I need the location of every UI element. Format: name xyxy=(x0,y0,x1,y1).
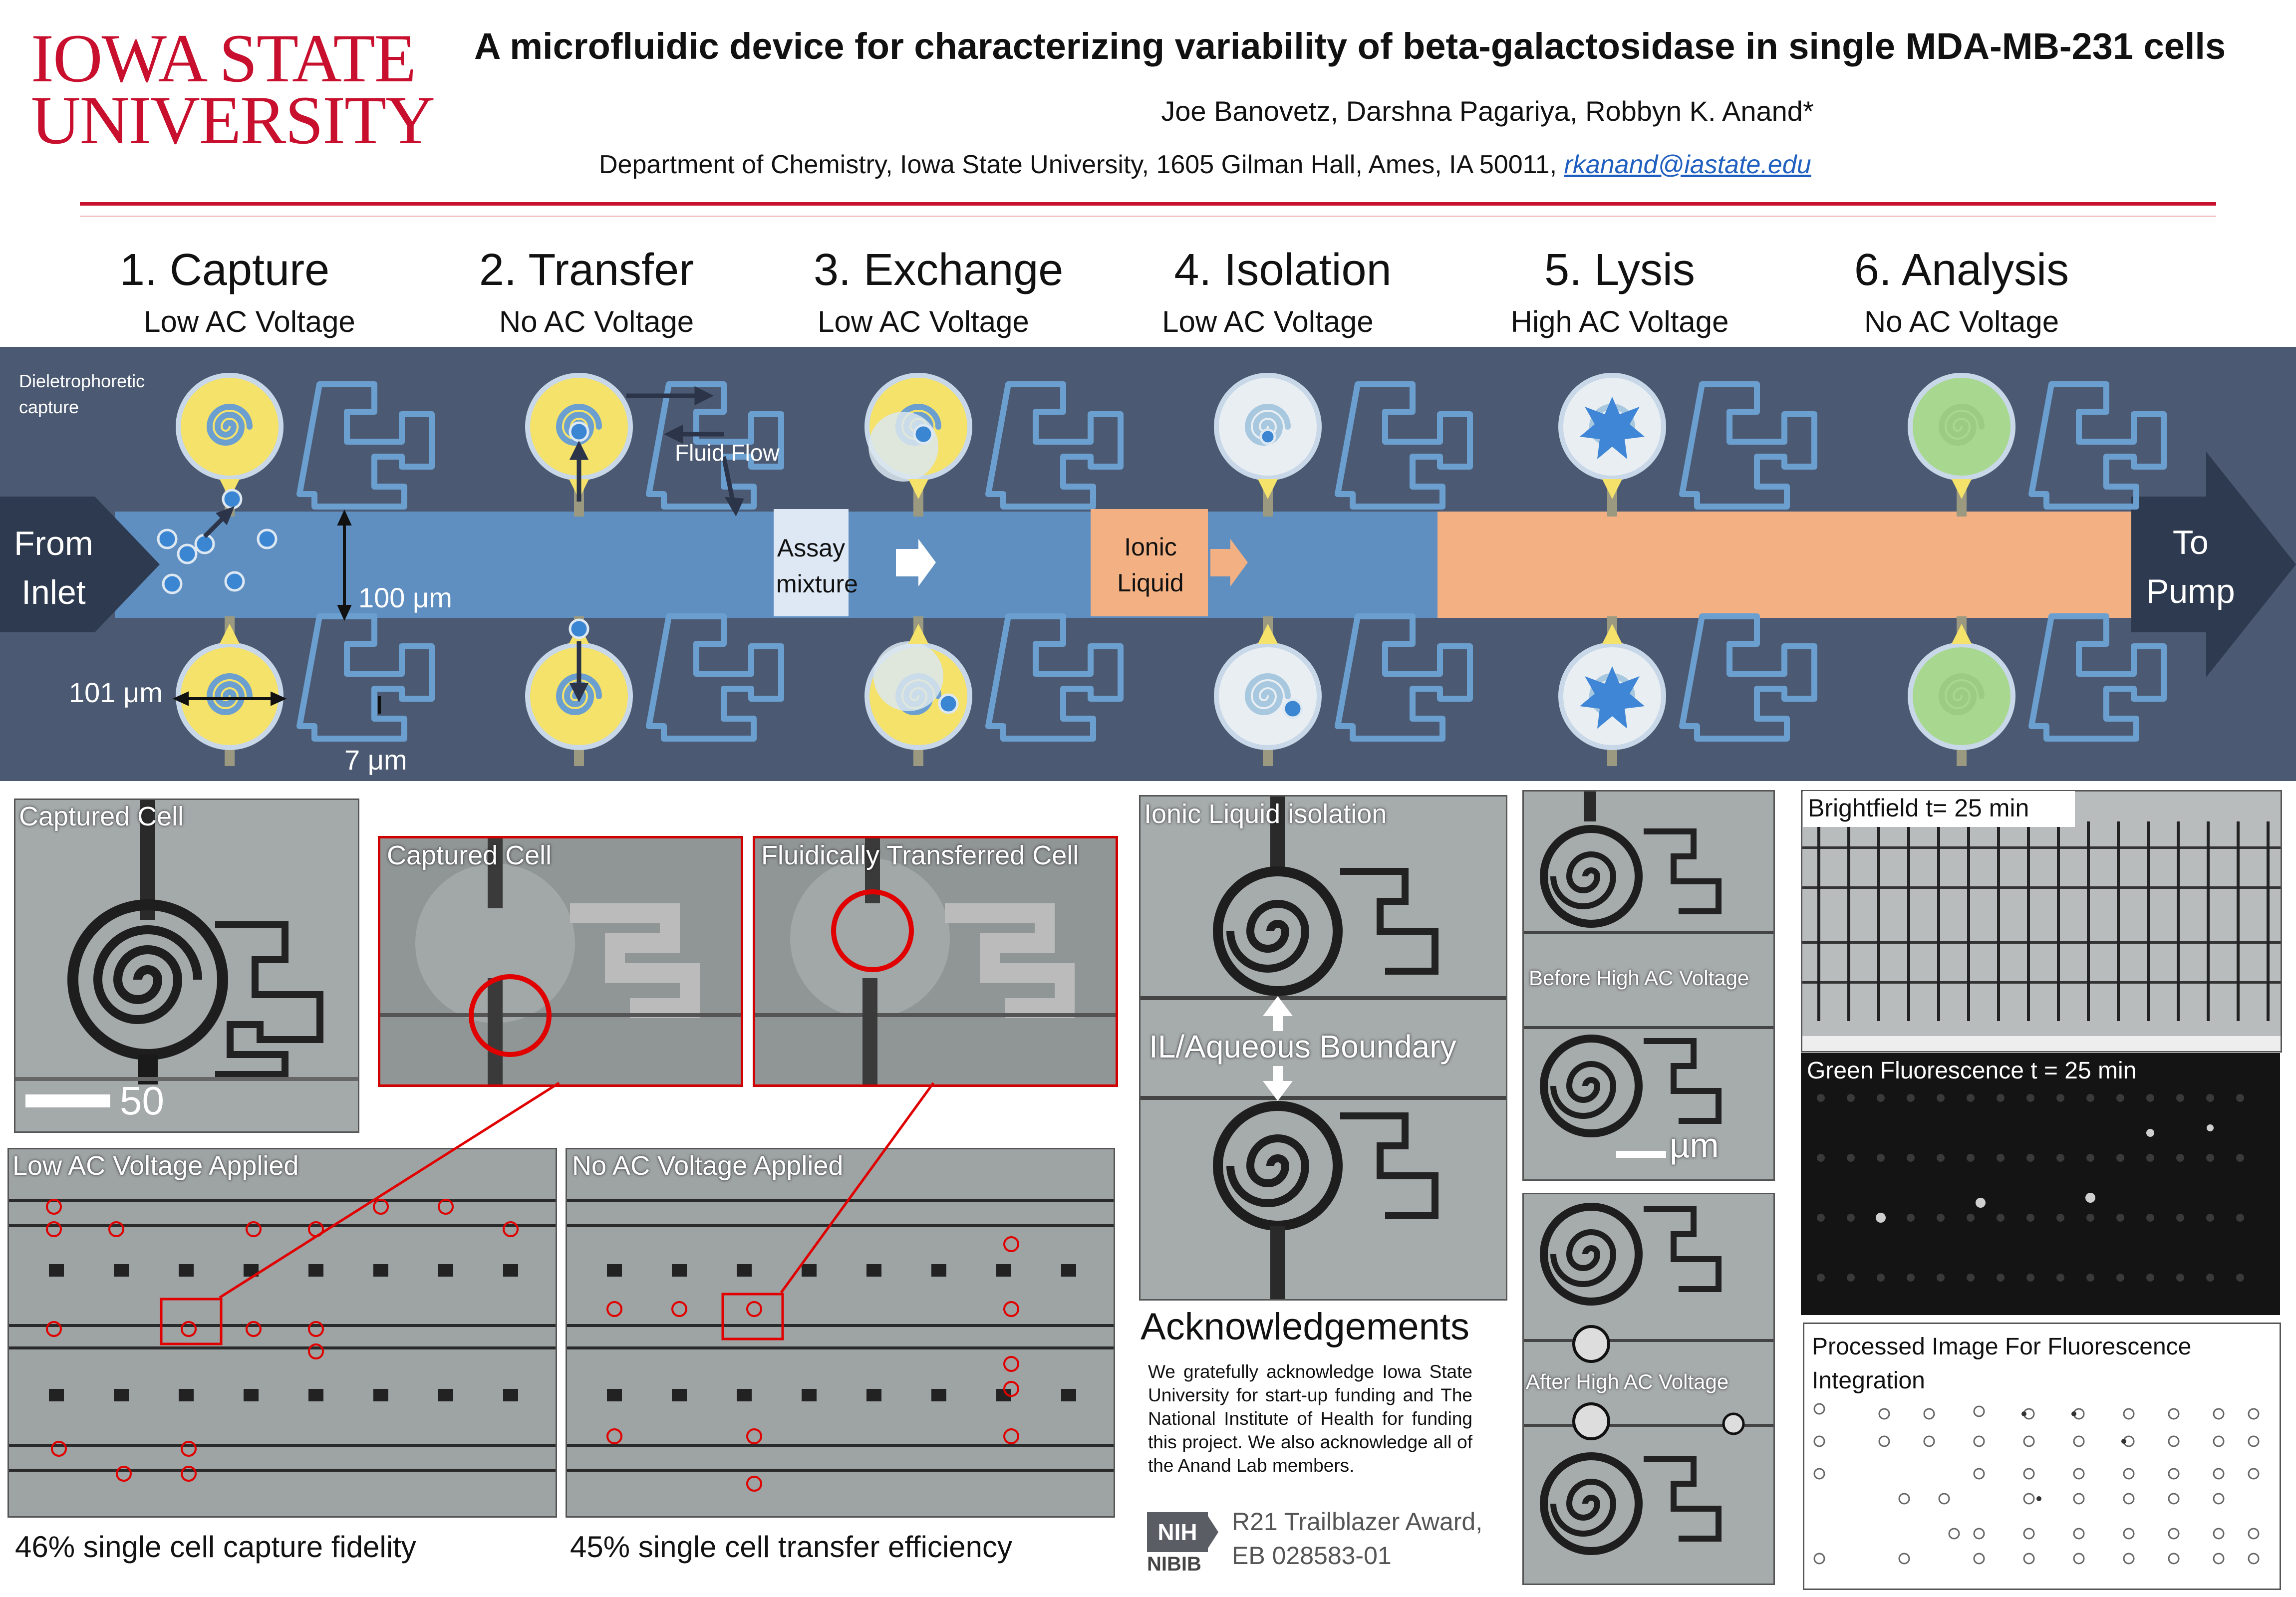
step-1-title: 1. Capture xyxy=(119,245,330,295)
acknowledgements-text: We gratefully acknowledge Iowa State University for start-up funding and The National Institute of Health for funding this project. We also acknowledge all of the Anand Lab members. xyxy=(1148,1361,1472,1476)
acknowledgements-title: Acknowledgements xyxy=(1141,1306,1470,1348)
capture-fidelity-caption: 46% single cell capture fidelity xyxy=(15,1530,416,1564)
award-line-2: EB 028583-01 xyxy=(1232,1542,1392,1570)
processed-image-label: Processed Image For Fluorescence Integration xyxy=(1812,1333,2192,1394)
to-line-1: To xyxy=(2172,524,2209,561)
green-fluor-label: Green Fluorescence t = 25 min xyxy=(1807,1058,2137,1084)
nibib-label: NIBIB xyxy=(1147,1553,1201,1575)
assay-line-1: Assay xyxy=(777,534,846,562)
zoom-transferred-label: Fluidically Transferred Cell xyxy=(761,840,1079,870)
low-ac-label: Low AC Voltage Applied xyxy=(12,1151,299,1181)
after-high-ac-label: After High AC Voltage xyxy=(1526,1370,1729,1393)
brightfield-label: Brightfield t= 25 min xyxy=(1808,794,2029,822)
ionic-line-2: Liquid xyxy=(1117,569,1184,597)
dep-line-1: Dieletrophoretic xyxy=(19,371,145,391)
green-fluor-panel xyxy=(1801,1053,2280,1315)
step-2-subtitle: No AC Voltage xyxy=(499,305,694,338)
nih-logo-chevron xyxy=(1205,1512,1218,1552)
dep-line-2: capture xyxy=(19,397,79,417)
step-2-title: 2. Transfer xyxy=(479,245,694,295)
department-address: Department of Chemistry, Iowa State University, 1605 Gilman Hall, Ames, IA 50011, xyxy=(599,150,1557,179)
authors: Joe Banovetz, Darshna Pagariya, Robbyn K. Anand* xyxy=(1161,95,1814,127)
step-4-subtitle: Low AC Voltage xyxy=(1162,305,1374,338)
award-text xyxy=(1232,1505,1482,1573)
step-6-subtitle: No AC Voltage xyxy=(1864,305,2059,338)
step-6-title: 6. Analysis xyxy=(1854,245,2069,295)
poster-title: A microfluidic device for characterizing variability of beta-galactosidase in single MDA-MB-231 cells xyxy=(474,25,2226,67)
step-5-title: 5. Lysis xyxy=(1544,245,1695,295)
electrode-width-label: 101 μm xyxy=(69,677,163,708)
assay-line-2: mixture xyxy=(776,570,858,598)
il-boundary-label: IL/Aqueous Boundary xyxy=(1149,1029,1456,1065)
gap-width-label: 7 μm xyxy=(344,744,407,776)
to-line-2: Pump xyxy=(2146,572,2235,610)
green-fluor-micrograph xyxy=(1801,1053,2280,1315)
from-line-1: From xyxy=(14,525,93,562)
step-1-subtitle: Low AC Voltage xyxy=(144,305,355,338)
email-link[interactable]: rkanand@iastate.edu xyxy=(1564,150,1811,179)
transfer-efficiency-caption: 45% single cell transfer efficiency xyxy=(570,1530,1012,1564)
no-ac-label: No AC Voltage Applied xyxy=(572,1151,844,1181)
step-4-title: 4. Isolation xyxy=(1174,245,1392,295)
nih-logo: NIH xyxy=(1147,1512,1208,1552)
logo-line-1: IOWA STATE xyxy=(31,20,416,96)
channel-width-label: 100 μm xyxy=(358,582,452,613)
ionic-line-1: Ionic xyxy=(1124,533,1177,561)
il-isolation-label: Ionic Liquid isolation xyxy=(1144,799,1387,829)
zoom-captured-label: Captured Cell xyxy=(387,840,552,870)
logo-line-2: UNIVERSITY xyxy=(31,82,434,158)
step-5-subtitle: High AC Voltage xyxy=(1510,305,1729,338)
um-scale-label: µm xyxy=(1670,1126,1719,1165)
from-line-2: Inlet xyxy=(21,573,86,611)
award-line-1: R21 Trailblazer Award, xyxy=(1232,1508,1483,1536)
step-3-subtitle: Low AC Voltage xyxy=(818,305,1029,338)
captured-cell-label: Captured Cell xyxy=(19,801,184,831)
brightfield-micrograph xyxy=(1802,792,2281,1051)
fluid-flow-label: Fluid Flow xyxy=(675,440,780,466)
step-3-title: 3. Exchange xyxy=(814,245,1064,295)
brightfield-panel xyxy=(1801,790,2282,1053)
scale-bar-label: 50 xyxy=(120,1078,164,1123)
before-high-ac-label: Before High AC Voltage xyxy=(1529,966,1749,990)
